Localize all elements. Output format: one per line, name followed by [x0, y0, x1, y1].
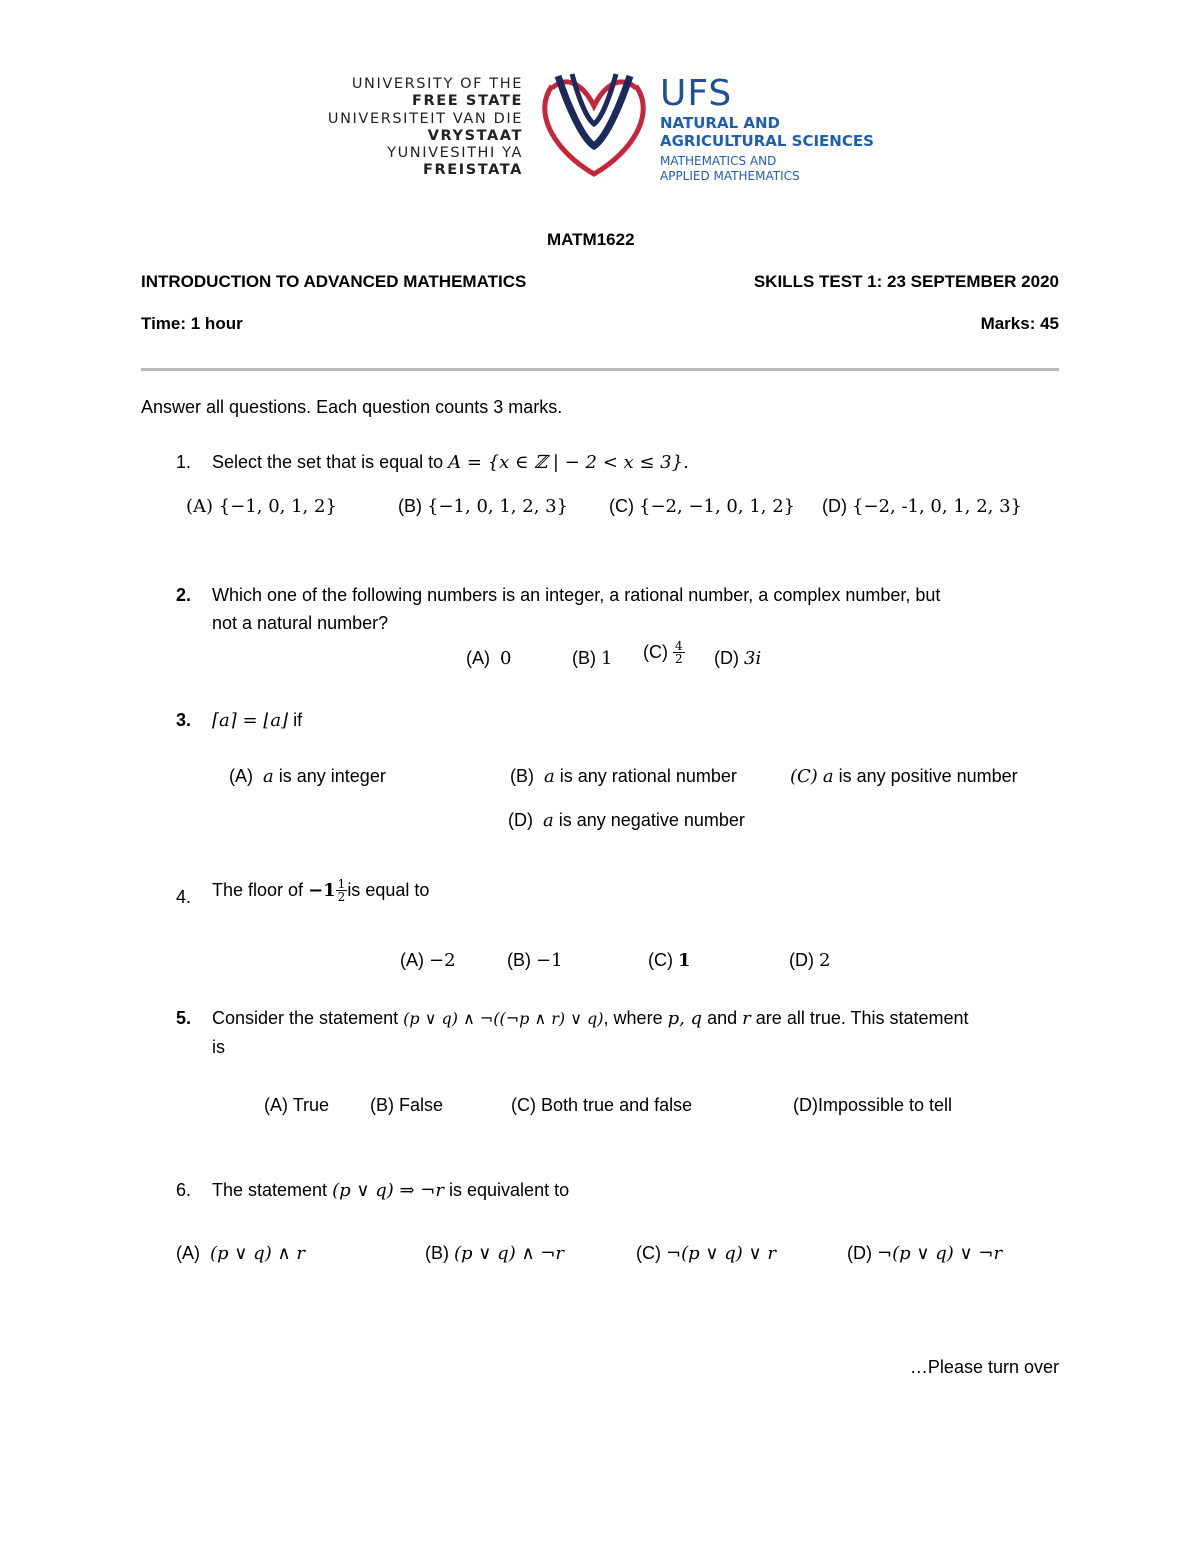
- question-3-option-b: [510, 766, 737, 787]
- question-number: 6.: [176, 1180, 192, 1200]
- question-4-option-d: [789, 950, 830, 971]
- option-var: a: [822, 766, 834, 787]
- dept-line-1: MATHEMATICS AND: [660, 154, 777, 168]
- question-3-prompt: if: [293, 710, 303, 730]
- instructions: Answer all questions. Each question counts 3 marks.: [141, 397, 563, 417]
- question-4-option-c: [648, 950, 691, 971]
- option-label: (C): [790, 766, 818, 787]
- question-2-text-line-2: not a natural number?: [212, 613, 389, 633]
- question-6-statement: (p ∨ q) ⇒ ¬r: [332, 1180, 444, 1201]
- question-number: 2.: [176, 585, 192, 605]
- option-label: (D): [822, 496, 847, 516]
- question-5-option-d: [793, 1095, 952, 1116]
- question-4-option-a: [400, 950, 456, 971]
- question-2-option-b: [572, 648, 612, 669]
- option-var: a: [263, 766, 274, 787]
- logo-line-free-state: FREE STATE: [411, 93, 523, 110]
- question-1-set: A = {x ∈ ℤ | − 2 < x ≤ 3}.: [448, 452, 689, 473]
- option-value: True: [292, 1095, 330, 1115]
- option-label: (A): [229, 766, 253, 786]
- question-2-text-line-1: Which one of the following numbers is an integer, a rational number, a complex number, but: [212, 585, 941, 605]
- question-6-option-b: [425, 1243, 564, 1264]
- option-value: 1: [601, 648, 613, 669]
- question-4-prompt: The floor of: [212, 880, 304, 900]
- question-3-option-d: [508, 810, 745, 831]
- option-value: is any rational number: [559, 766, 737, 786]
- option-label: (D): [508, 810, 533, 830]
- logo-line-universiteit: UNIVERSITEIT VAN DIE: [327, 110, 523, 127]
- question-1-prompt: Select the set that is equal to: [212, 452, 444, 472]
- question-6-text: [212, 1180, 569, 1201]
- course-title: INTRODUCTION TO ADVANCED MATHEMATICS: [141, 272, 527, 291]
- option-value: 3i: [744, 648, 762, 669]
- option-label: (B): [398, 496, 422, 516]
- option-label: (C): [648, 950, 673, 970]
- option-value: {−2, −1, 0, 1, 2}: [639, 496, 796, 517]
- ceiling-floor-equation: ⌈a⌉ = ⌊a⌋: [212, 710, 289, 731]
- course-code: MATM1622: [547, 230, 635, 249]
- option-value: {−1, 0, 1, 2, 3}: [427, 496, 569, 517]
- option-var: a: [543, 810, 554, 831]
- logo-line-yunivesithi: YUNIVESITHI YA: [387, 145, 523, 162]
- question-5-var-r: r: [742, 1008, 751, 1029]
- option-label: (B): [425, 1243, 449, 1263]
- option-label: (C): [636, 1243, 661, 1263]
- fraction-denominator: 2: [675, 652, 683, 666]
- question-6-option-d: [847, 1243, 1002, 1264]
- question-number: 5.: [176, 1008, 192, 1028]
- fraction: [673, 640, 685, 665]
- question-5-text-line-1: [212, 1008, 969, 1029]
- question-5-text-line-2: is: [212, 1037, 225, 1057]
- question-number: 1.: [176, 452, 192, 472]
- fraction: [336, 878, 348, 903]
- option-value: 2: [819, 950, 831, 971]
- question-1-option-a: [186, 496, 337, 517]
- option-label: (C): [643, 642, 668, 662]
- question-5-statement: (p ∨ q) ∧ ¬((¬p ∧ r) ∨ q): [403, 1009, 604, 1028]
- question-1-option-b: [398, 496, 568, 517]
- question-3-option-a: [229, 766, 386, 787]
- fraction-numerator: 4: [675, 639, 683, 653]
- faculty-line-1: NATURAL AND: [660, 114, 780, 132]
- option-value: {−1, 0, 1, 2}: [218, 496, 337, 517]
- option-value: (p ∨ q) ∧ ¬r: [454, 1243, 565, 1264]
- option-label: (A): [400, 950, 424, 970]
- header-divider: [141, 368, 1059, 371]
- option-label: (A): [466, 648, 490, 668]
- question-3-option-c: [790, 766, 1018, 787]
- option-value: ¬(p ∨ q) ∨ ¬r: [877, 1243, 1003, 1264]
- fraction-numerator: 1: [337, 877, 346, 891]
- option-value: is any negative number: [558, 810, 745, 830]
- dept-line-2: APPLIED MATHEMATICS: [660, 169, 800, 183]
- total-marks: Marks: 45: [980, 314, 1059, 333]
- question-5-prompt: Consider the statement: [212, 1008, 399, 1028]
- option-var: a: [544, 766, 555, 787]
- question-number: 3.: [176, 710, 192, 730]
- option-value: is any positive number: [838, 766, 1018, 786]
- option-label: (B): [370, 1095, 394, 1115]
- turn-over-note: …Please turn over: [909, 1357, 1059, 1377]
- ufs-acronym: UFS: [660, 73, 733, 114]
- question-3-text: [212, 710, 302, 731]
- option-value: {−2, -1, 0, 1, 2, 3}: [852, 496, 1023, 517]
- question-4-text: [212, 878, 429, 903]
- question-6-prompt-end: is equivalent to: [449, 1180, 570, 1200]
- test-title: SKILLS TEST 1: 23 SEPTEMBER 2020: [753, 272, 1059, 291]
- logo-line-vrystaat: VRYSTAAT: [427, 127, 523, 144]
- question-5-vars: p, q: [667, 1008, 703, 1029]
- option-value: is any integer: [278, 766, 386, 786]
- question-6-option-a: [176, 1243, 305, 1264]
- option-label: (C): [511, 1095, 536, 1115]
- question-6-prompt: The statement: [212, 1180, 328, 1200]
- option-label: (A): [176, 1243, 200, 1263]
- option-label: (D): [714, 648, 739, 668]
- question-2-option-c: [643, 640, 685, 665]
- option-label: (B): [510, 766, 534, 786]
- question-1-text: [212, 452, 689, 473]
- option-label: (B): [572, 648, 596, 668]
- question-number: 4.: [176, 887, 192, 907]
- question-1-option-c: [609, 496, 795, 517]
- ufs-heart-logo-icon: [538, 66, 650, 178]
- question-4-prompt-end: is equal to: [347, 880, 430, 900]
- option-value: Impossible to tell: [818, 1095, 953, 1115]
- question-5-option-c: [511, 1095, 692, 1116]
- question-2-option-d: [714, 648, 761, 669]
- fraction-denominator: 2: [337, 890, 346, 904]
- option-value: ¬(p ∨ q) ∨ r: [666, 1243, 777, 1264]
- time-allowed: Time: 1 hour: [141, 314, 243, 333]
- mixed-number-whole: −1: [308, 880, 336, 901]
- question-5-where: , where: [603, 1008, 663, 1028]
- option-label: (D): [789, 950, 814, 970]
- faculty-line-2: AGRICULTURAL SCIENCES: [660, 132, 874, 150]
- option-label: (A): [264, 1095, 288, 1115]
- question-5-option-a: [264, 1095, 329, 1116]
- option-label: (D): [847, 1243, 872, 1263]
- option-label: (A): [186, 496, 214, 517]
- question-5-option-b: [370, 1095, 443, 1116]
- faculty-block: [660, 74, 874, 184]
- option-value: Both true and false: [541, 1095, 693, 1115]
- question-1-option-d: [822, 496, 1022, 517]
- logo-line-freistata: FREISTATA: [422, 162, 523, 179]
- option-value: False: [399, 1095, 444, 1115]
- option-label: (C): [609, 496, 634, 516]
- question-5-prompt-end: are all true. This statement: [755, 1008, 969, 1028]
- question-4-option-b: [507, 950, 563, 971]
- question-5-and: and: [707, 1008, 738, 1028]
- question-6-option-c: [636, 1243, 776, 1264]
- option-value: 1: [678, 950, 691, 971]
- logo-line-university-of-the: UNIVERSITY OF THE: [351, 76, 523, 92]
- option-value: −1: [536, 950, 563, 971]
- option-value: 0: [500, 648, 512, 669]
- option-label: (D): [793, 1095, 818, 1115]
- option-value: (p ∨ q) ∧ r: [210, 1243, 305, 1264]
- university-name-block: [328, 76, 523, 180]
- option-label: (B): [507, 950, 531, 970]
- question-2-option-a: [466, 648, 511, 669]
- option-value: −2: [429, 950, 456, 971]
